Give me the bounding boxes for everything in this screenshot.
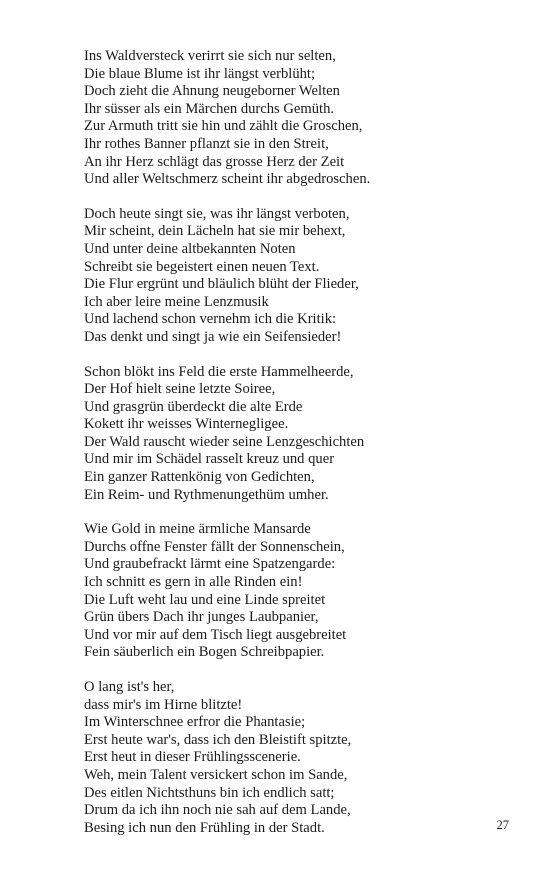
poem-line: Doch zieht die Ahnung neugeborner Welten	[84, 83, 340, 100]
poem-line: Und aller Weltschmerz scheint ihr abgedroschen.	[84, 171, 371, 188]
poem-line: Schon blökt ins Feld die erste Hammelheerde,	[84, 363, 354, 380]
poem-line: Und vor mir auf dem Tisch liegt ausgebreitet	[84, 626, 347, 643]
poem-line: Weh, mein Talent versickert schon im Sande,	[84, 766, 348, 783]
poem-line: Und mir im Schädel rasselt kreuz und quer	[84, 451, 335, 468]
poem-line: Kokett ihr weisses Winternegligee.	[84, 416, 289, 433]
poem-line: Im Winterschnee erfror die Phantasie;	[84, 714, 306, 731]
stanza-1	[84, 48, 484, 189]
poem-line: Die blaue Blume ist ihr längst verblüht;	[84, 65, 316, 82]
poem-line: Grün übers Dach ihr junges Laubpanier,	[84, 609, 319, 626]
poem-line: Die Luft weht lau und eine Linde spreitet	[84, 591, 326, 608]
poem-line: Erst heute war's, dass ich den Bleistift spitzte,	[84, 731, 352, 748]
poem-line: Ihr süsser als ein Märchen durchs Gemüth.	[84, 100, 335, 117]
poem-line: dass mir's im Hirne blitzte!	[84, 696, 243, 713]
poem-line: Ich schnitt es gern in alle Rinden ein!	[84, 574, 303, 591]
poem-line: Doch heute singt sie, was ihr längst verboten,	[84, 205, 350, 222]
stanza-5	[84, 679, 484, 837]
poem-line: Zur Armuth tritt sie hin und zählt die Groschen,	[84, 118, 363, 135]
stanza-4	[84, 521, 484, 662]
poem-line: Ich aber leire meine Lenzmusik	[84, 293, 269, 310]
poem-line: Und unter deine altbekannten Noten	[84, 240, 296, 257]
poem-line: An ihr Herz schlägt das grosse Herz der Zeit	[84, 153, 345, 170]
poem-line: Drum da ich ihn noch nie sah auf dem Lande,	[84, 802, 351, 819]
poem-line: O lang ist's her,	[84, 679, 175, 695]
page-number: 27	[496, 818, 509, 832]
poem-line: Die Flur ergrünt und bläulich blüht der Flieder,	[84, 276, 359, 293]
poem-line: Durchs offne Fenster fällt der Sonnenschein,	[84, 538, 345, 555]
poem-line: Ihr rothes Banner pflanzt sie in den Streit,	[84, 135, 329, 152]
poem-line: Wie Gold in meine ärmliche Mansarde	[84, 521, 311, 538]
poem-line: Das denkt und singt ja wie ein Seifensieder!	[84, 328, 342, 345]
poem-line: Erst heut in dieser Frühlingsscenerie.	[84, 749, 301, 766]
poem-line: Ein ganzer Rattenkönig von Gedichten,	[84, 469, 315, 486]
poem-line: Ins Waldversteck verirrt sie sich nur selten,	[84, 48, 336, 64]
poem-line: Und graubefrackt lärmt eine Spatzengarde:	[84, 556, 336, 573]
stanza-3	[84, 364, 484, 505]
poem-line: Und lachend schon vernehm ich die Kritik:	[84, 311, 337, 328]
poem-body	[84, 48, 484, 854]
poem-line: Schreibt sie begeistert einen neuen Text.	[84, 258, 320, 275]
poem-line: Der Wald rauscht wieder seine Lenzgeschichten	[84, 433, 365, 450]
poem-line: Ein Reim- und Rythmenungethüm umher.	[84, 486, 329, 503]
poem-line: Des eitlen Nichtsthuns bin ich endlich satt;	[84, 784, 335, 801]
stanza-2	[84, 206, 484, 347]
poem-line: Der Hof hielt seine letzte Soiree,	[84, 381, 276, 398]
poem-line: Besing ich nun den Frühling in der Stadt.	[84, 819, 325, 836]
poem-line: Fein säuberlich ein Bogen Schreibpapier.	[84, 644, 325, 661]
poem-line: Und grasgrün überdeckt die alte Erde	[84, 398, 303, 415]
poem-line: Mir scheint, dein Lächeln hat sie mir behext,	[84, 223, 346, 240]
